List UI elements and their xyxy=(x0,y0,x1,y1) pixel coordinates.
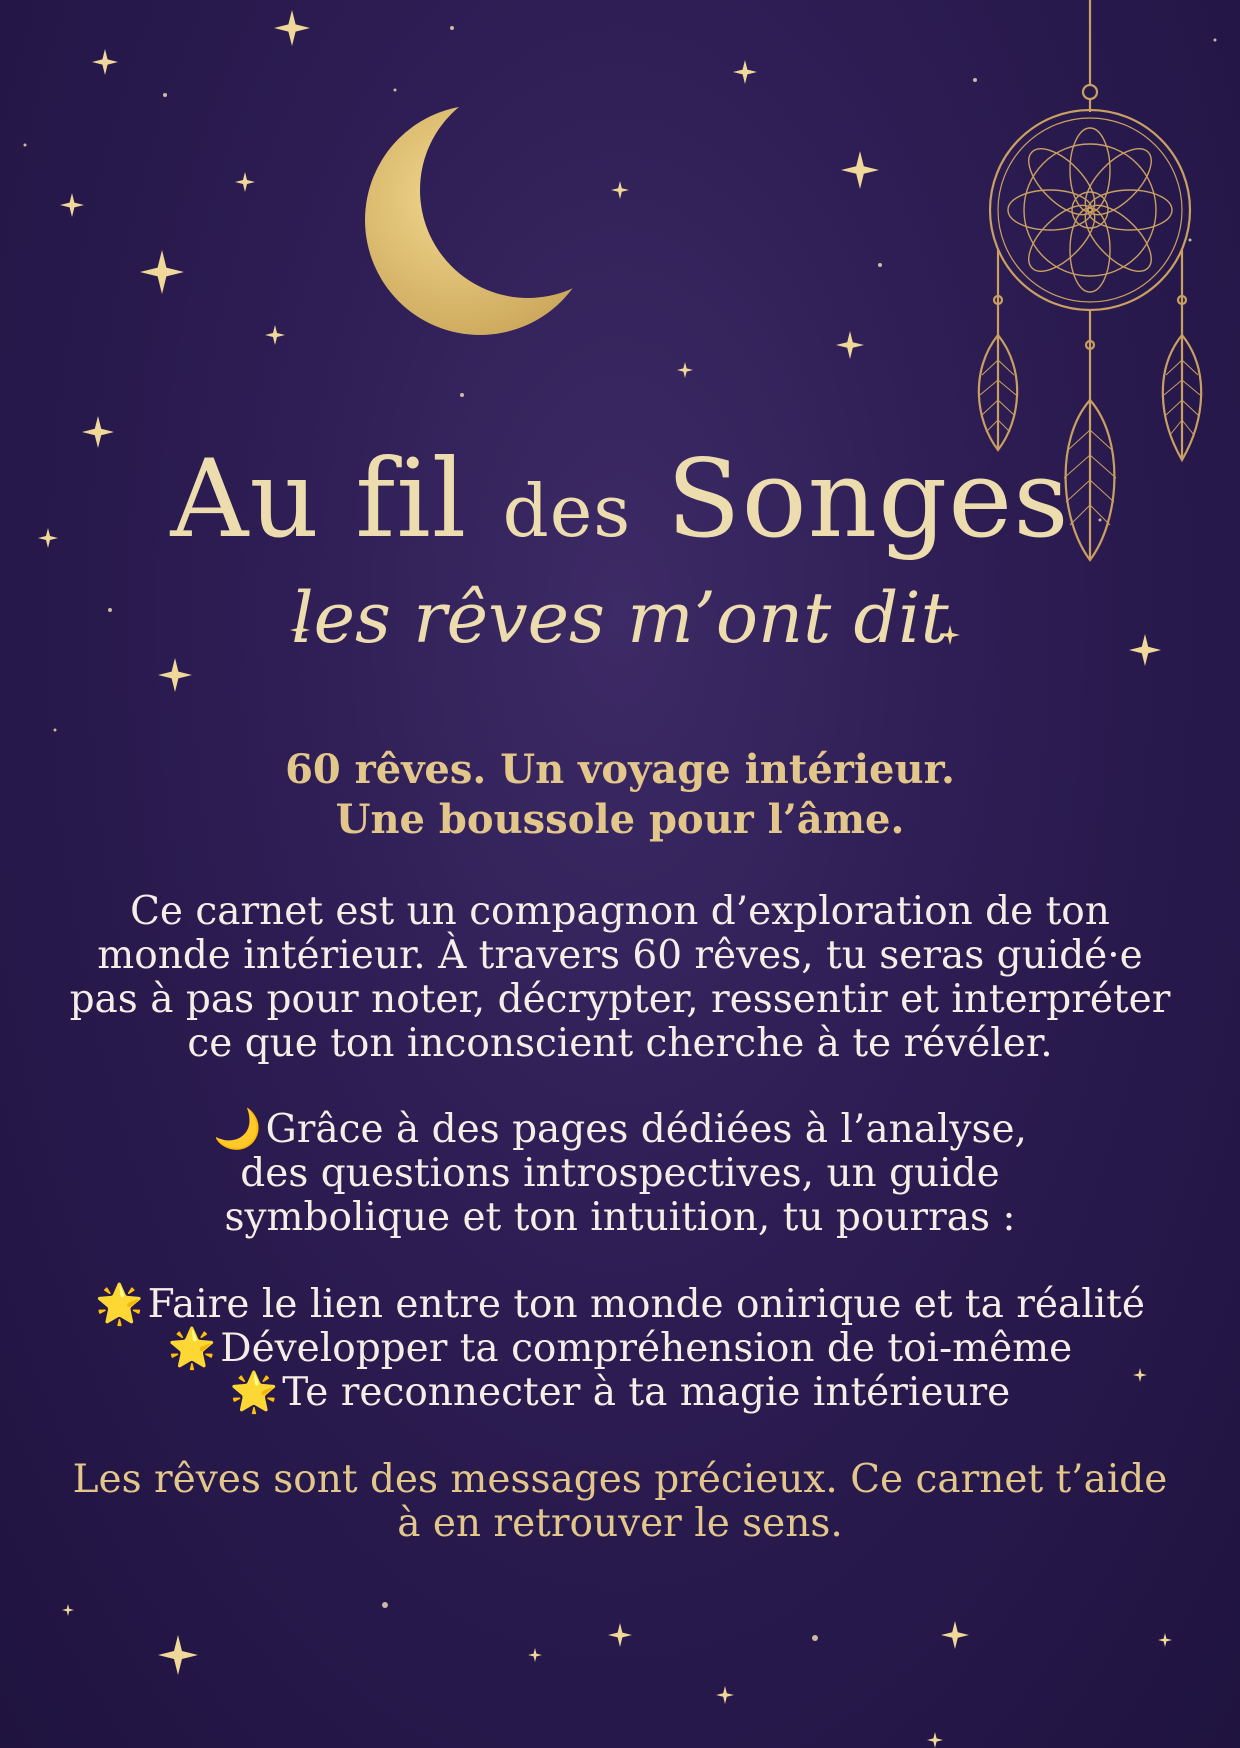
tagline-line-2: Une boussole pour l’âme. xyxy=(335,796,905,843)
benefits-list xyxy=(20,1283,1220,1415)
intro-line-2: monde intérieur. À travers 60 rêves, tu seras guidé·e xyxy=(97,933,1143,978)
glowing-star-icon: 🌟 xyxy=(229,1370,279,1415)
glowing-star-icon: 🌟 xyxy=(167,1326,217,1371)
features-line-1-text: Grâce à des pages dédiées à l’analyse, xyxy=(265,1107,1027,1152)
benefit-item xyxy=(20,1283,1220,1327)
title-part-2: Songes xyxy=(631,437,1070,562)
closing-line-1: Les rêves sont des messages précieux. Ce carnet t’aide xyxy=(72,1457,1168,1502)
benefit-item-text: Faire le lien entre ton monde onirique et ta réalité xyxy=(147,1282,1145,1327)
benefit-item-text: Te reconnecter à ta magie intérieure xyxy=(282,1370,1011,1415)
intro-line-4: ce que ton inconscient cherche à te révéler. xyxy=(187,1021,1053,1066)
crescent-moon-icon xyxy=(360,90,610,340)
intro-line-1: Ce carnet est un compagnon d’exploration de ton xyxy=(130,889,1110,934)
title-part-small: des xyxy=(502,469,632,553)
moon-emoji-icon: 🌙 xyxy=(213,1107,262,1152)
intro-line-3: pas à pas pour noter, décrypter, ressentir et interpréter xyxy=(69,977,1171,1022)
features-paragraph xyxy=(20,1108,1220,1240)
intro-paragraph xyxy=(20,890,1220,1066)
features-line-3: symbolique et ton intuition, tu pourras : xyxy=(224,1195,1016,1240)
title-part-1: Au fil xyxy=(170,437,503,562)
features-line-2: des questions introspectives, un guide xyxy=(240,1151,1000,1196)
benefit-item xyxy=(20,1371,1220,1415)
tagline xyxy=(0,745,1240,845)
benefit-item xyxy=(20,1327,1220,1371)
glowing-star-icon: 🌟 xyxy=(95,1282,144,1327)
benefit-item-text: Développer ta compréhension de toi-même xyxy=(220,1326,1073,1371)
closing-paragraph xyxy=(20,1458,1220,1546)
book-title xyxy=(0,437,1240,571)
closing-line-2: à en retrouver le sens. xyxy=(397,1501,843,1546)
book-subtitle: les rêves m’ont dit xyxy=(291,577,949,659)
features-line-1 xyxy=(20,1108,1220,1152)
tagline-line-1: 60 rêves. Un voyage intérieur. xyxy=(285,746,955,793)
